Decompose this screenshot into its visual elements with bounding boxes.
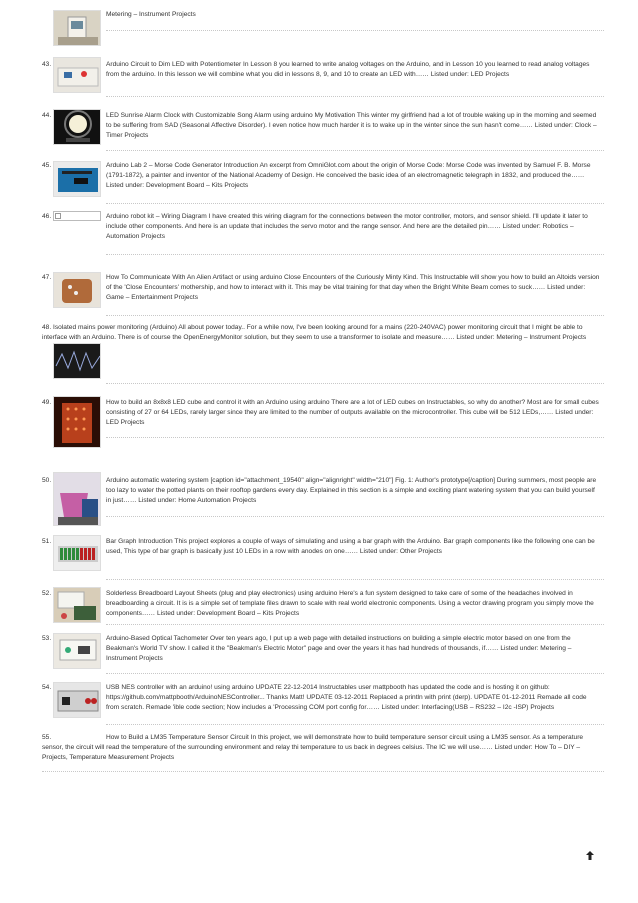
divider xyxy=(106,203,604,204)
entry-text[interactable]: Arduino Lab 2 – Morse Code Generator Introduction An excerpt from OmniGlot.com about the origin of Morse Code: Morse Code was invented by Samuel F. B. Morse (1791-1872), a painter and inventor of the National Academy of Design. He conceived the basic idea of an electromagnetic telegraph in 1832, and produced the…… Listed under: Development Board – Kits Projects xyxy=(106,162,591,190)
item-number: 46. xyxy=(42,213,52,220)
thumbnail-image[interactable] xyxy=(53,272,101,308)
entry-text[interactable]: Arduino automatic watering system [caption id="attachment_19540" align="alignright" width="210"] Fig. 1: Author's prototype[/caption] During summers, most people are too lazy to water the potted plants on their rooftop gardens every day. Explained in this section is a simple and exciting plant watering system that you can build yourself in just…… Listed under: Home Automation Projects xyxy=(106,477,597,505)
thumbnail-image[interactable] xyxy=(53,535,101,571)
thumbnail-image[interactable] xyxy=(53,472,101,526)
item-number: 54. xyxy=(42,684,52,691)
entry-text[interactable]: How to build an 8x8x8 LED cube and control it with an Arduino using arduino There are a lot of LED cubes on Instructables, so why do another? Most are for small cubes consisting of 27 or 64 LEDs, rarely larger since they are limited to the number of outputs available on the microcontroller. This cube will be 512 LEDs,…… Listed under: LED Projects xyxy=(106,399,599,427)
thumbnail-image[interactable] xyxy=(53,57,101,93)
divider xyxy=(106,724,604,725)
divider xyxy=(106,96,604,97)
divider xyxy=(106,579,604,580)
entry-text[interactable]: Arduino Circuit to Dim LED with Potentiometer In Lesson 8 you learned to write analog voltages on the Arduino, and in Lesson 10 you learned to read analog voltages from the arduino. In this lesson we will combine what you did in lessons 8, 9, and 10 to create an LED with…… Listed under: LED Projects xyxy=(106,61,590,79)
item-number: 53. xyxy=(42,635,52,642)
arduino-board-photo-icon xyxy=(54,162,101,197)
thumbnail-image[interactable] xyxy=(53,109,101,145)
divider xyxy=(106,383,604,384)
altoids-tin-photo-icon xyxy=(54,273,101,308)
divider xyxy=(106,437,604,438)
nes-controller-photo-icon xyxy=(54,683,101,718)
entry-text[interactable]: Bar Graph Introduction This project explores a couple of ways of simulating and using a bar graph with the Arduino. Bar graph components like the following one can be used, This type of bar graph is basically just 10 LEDs in a row with anodes on one…… Listed under: Other Projects xyxy=(106,538,595,556)
divider xyxy=(106,150,604,151)
thumbnail-image[interactable] xyxy=(53,682,101,718)
led-lamp-photo-icon xyxy=(54,110,101,145)
bar-graph-photo-icon xyxy=(54,536,101,571)
entry-text[interactable]: Arduino-Based Optical Tachometer Over ten years ago, I put up a web page with detailed instructions on building a simple electric motor based on one from the Beakman's World TV show. I called it the "Beakman's Electric Motor" page and over the years it has had hundreds of thousands, if…… Listed under: Metering – Instrument Projects xyxy=(106,635,572,663)
entry-text[interactable]: Solderless Breadboard Layout Sheets (plug and play electronics) using arduino Here's a fun system designed to take care of some of the headaches involved in breadboarding a circuit. It is is a simple set of template files drawn to scale with real world electronic components. Using a vector drawing program you simply move the components…… Listed under: Development Board – Kits Projects xyxy=(106,590,594,618)
divider xyxy=(106,254,604,255)
arrow-up-icon[interactable] xyxy=(586,851,594,863)
oscilloscope-photo-icon xyxy=(54,344,101,379)
divider xyxy=(42,771,604,772)
breadboard-sheet-photo-icon xyxy=(54,588,101,623)
device-photo-icon xyxy=(54,11,101,46)
led-cube-photo-icon xyxy=(54,397,101,448)
divider xyxy=(106,516,604,517)
item-number: 43. xyxy=(42,61,52,68)
item-number: 44. xyxy=(42,112,52,119)
broken-image-icon[interactable] xyxy=(53,211,101,221)
entry-text-body: How to Build a LM35 Temperature Sensor Circuit In this project, we will demonstrate how to build temperature sensor circuit using a LM35 sensor. As a temperature sensor, the circuit will read the temperature of the surrounding environment and relay thi temperature to us back in degrees celsius. The IC we will use…… Listed under: How To – DIY – Projects, Temperature Measurement Projects xyxy=(42,734,584,762)
entry-text[interactable]: How To Communicate With An Alien Artifact or using arduino Close Encounters of the Curiously Minty Kind. This Instructable will show you how to build an Altoids version of the 'Close Encounters' mothership, and how to interact with it. This may be vital training for that day when the Bright White Beam comes to suck…… Listed under: Game – Entertainment Projects xyxy=(106,274,600,302)
breadboard-led-photo-icon xyxy=(54,58,101,93)
item-number: 45. xyxy=(42,162,52,169)
thumbnail-image[interactable] xyxy=(53,587,101,623)
entry-text-body: Isolated mains power monitoring (Arduino) All about power today.. For a while now, I've been looking around for a mains (220-240VAC) power monitoring circuit that I might be able to interface with an Arduino. There is of course the OpenEnergyMonitor solution, but they seem to use a transformer to isolate and measure…… Listed under: Metering – Instrument Projects xyxy=(42,324,587,342)
item-number: 48. xyxy=(42,324,52,331)
thumbnail-image[interactable] xyxy=(53,161,101,197)
item-number: 55. xyxy=(42,734,52,741)
divider xyxy=(106,30,604,31)
divider xyxy=(106,673,604,674)
entry-text[interactable] xyxy=(42,733,598,764)
divider xyxy=(106,624,604,625)
item-number: 47. xyxy=(42,274,52,281)
tachometer-photo-icon xyxy=(54,634,101,669)
entry-text[interactable]: LED Sunrise Alarm Clock with Customizable Song Alarm using arduino My Motivation This winter my girlfriend had a lot of trouble waking up in the morning and seemed to be suffering from SAD (Seasonal Affective Disorder). I even notice how much harder it is to wake up in the winter since the sun hasn't come…… Listed under: Clock – Timer Projects xyxy=(106,112,597,140)
divider xyxy=(106,315,604,316)
thumbnail-image[interactable] xyxy=(53,10,101,46)
entry-text[interactable] xyxy=(42,323,598,343)
watering-system-photo-icon xyxy=(54,473,101,526)
entry-text[interactable]: Arduino robot kit – Wiring Diagram I have created this wiring diagram for the connections between the motor controller, motors, and sensor shield. I'll update it later to include other components. And here is an update that includes the servo motor and the range sensor. And here are the detailed pin…… Listed under: Robotics – Automation Projects xyxy=(106,213,588,241)
thumbnail-image[interactable] xyxy=(53,343,101,379)
item-number: 51. xyxy=(42,538,52,545)
thumbnail-image[interactable] xyxy=(53,396,101,448)
thumbnail-image[interactable] xyxy=(53,633,101,669)
item-number: 52. xyxy=(42,590,52,597)
item-number: 49. xyxy=(42,399,52,406)
entry-text[interactable]: Metering – Instrument Projects xyxy=(106,11,196,18)
item-number: 50. xyxy=(42,477,52,484)
entry-text[interactable]: USB NES controller with an arduino! using arduino UPDATE 22-12-2014 Instructables user mattpbooth has updated the code and is hosting it on github: https://github.com/mattpbooth/ArduinoNESController... Thanks Matt! UPDATE 03-12-2011 Replaced a println with print (derp). UPDATE 01-12-2011 Remade all code from scratch. Remade 'ible code section; Now includes a 'Processing COM port config for…… Listed under: Interfacing(USB – RS232 – I2c -ISP) Projects xyxy=(106,684,587,712)
